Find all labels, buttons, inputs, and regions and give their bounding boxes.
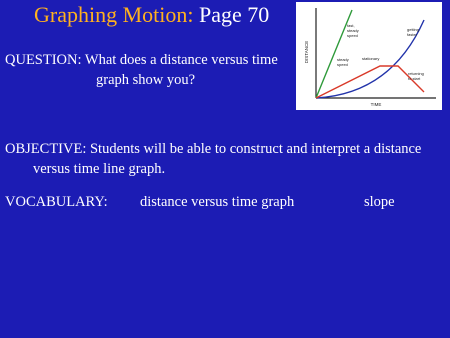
annotation-returning-1: returning [408,71,424,76]
vocabulary-block [5,192,395,212]
distance-time-graph-figure [296,2,442,110]
vocabulary-term: distance versus time graph [140,194,295,210]
question-line-1: QUESTION: What does a distance versus time [5,52,278,68]
annotation-fast-1: fast, [347,23,355,28]
title-topic: Graphing Motion: [34,2,194,27]
slide-title [34,2,269,28]
objective-line-2: versus time line graph. [33,161,166,177]
distance-time-graph [296,2,442,110]
question-line-2: graph show you? [96,72,196,88]
annotation-faster-1: getting [407,27,420,32]
x-axis-label: TIME [370,102,382,107]
objective-block [5,139,445,179]
annotation-faster-2: faster [407,32,418,37]
annotation-returning-2: to start [408,76,421,81]
question-block [5,50,278,90]
vocabulary-label: VOCABULARY: [5,194,108,210]
annotation-stationary: stationary [362,56,380,61]
annotation-steady-2: speed [337,62,348,67]
annotation-steady-1: steady [337,57,349,62]
title-page-reference: Page 70 [199,2,270,27]
y-axis-label: DISTANCE [304,40,309,64]
annotation-fast-2: steady [347,28,359,33]
vocabulary-term: slope [364,194,395,210]
annotation-fast-3: speed [347,33,358,38]
objective-line-1: OBJECTIVE: Students will be able to construct and interpret a distance [5,141,422,157]
